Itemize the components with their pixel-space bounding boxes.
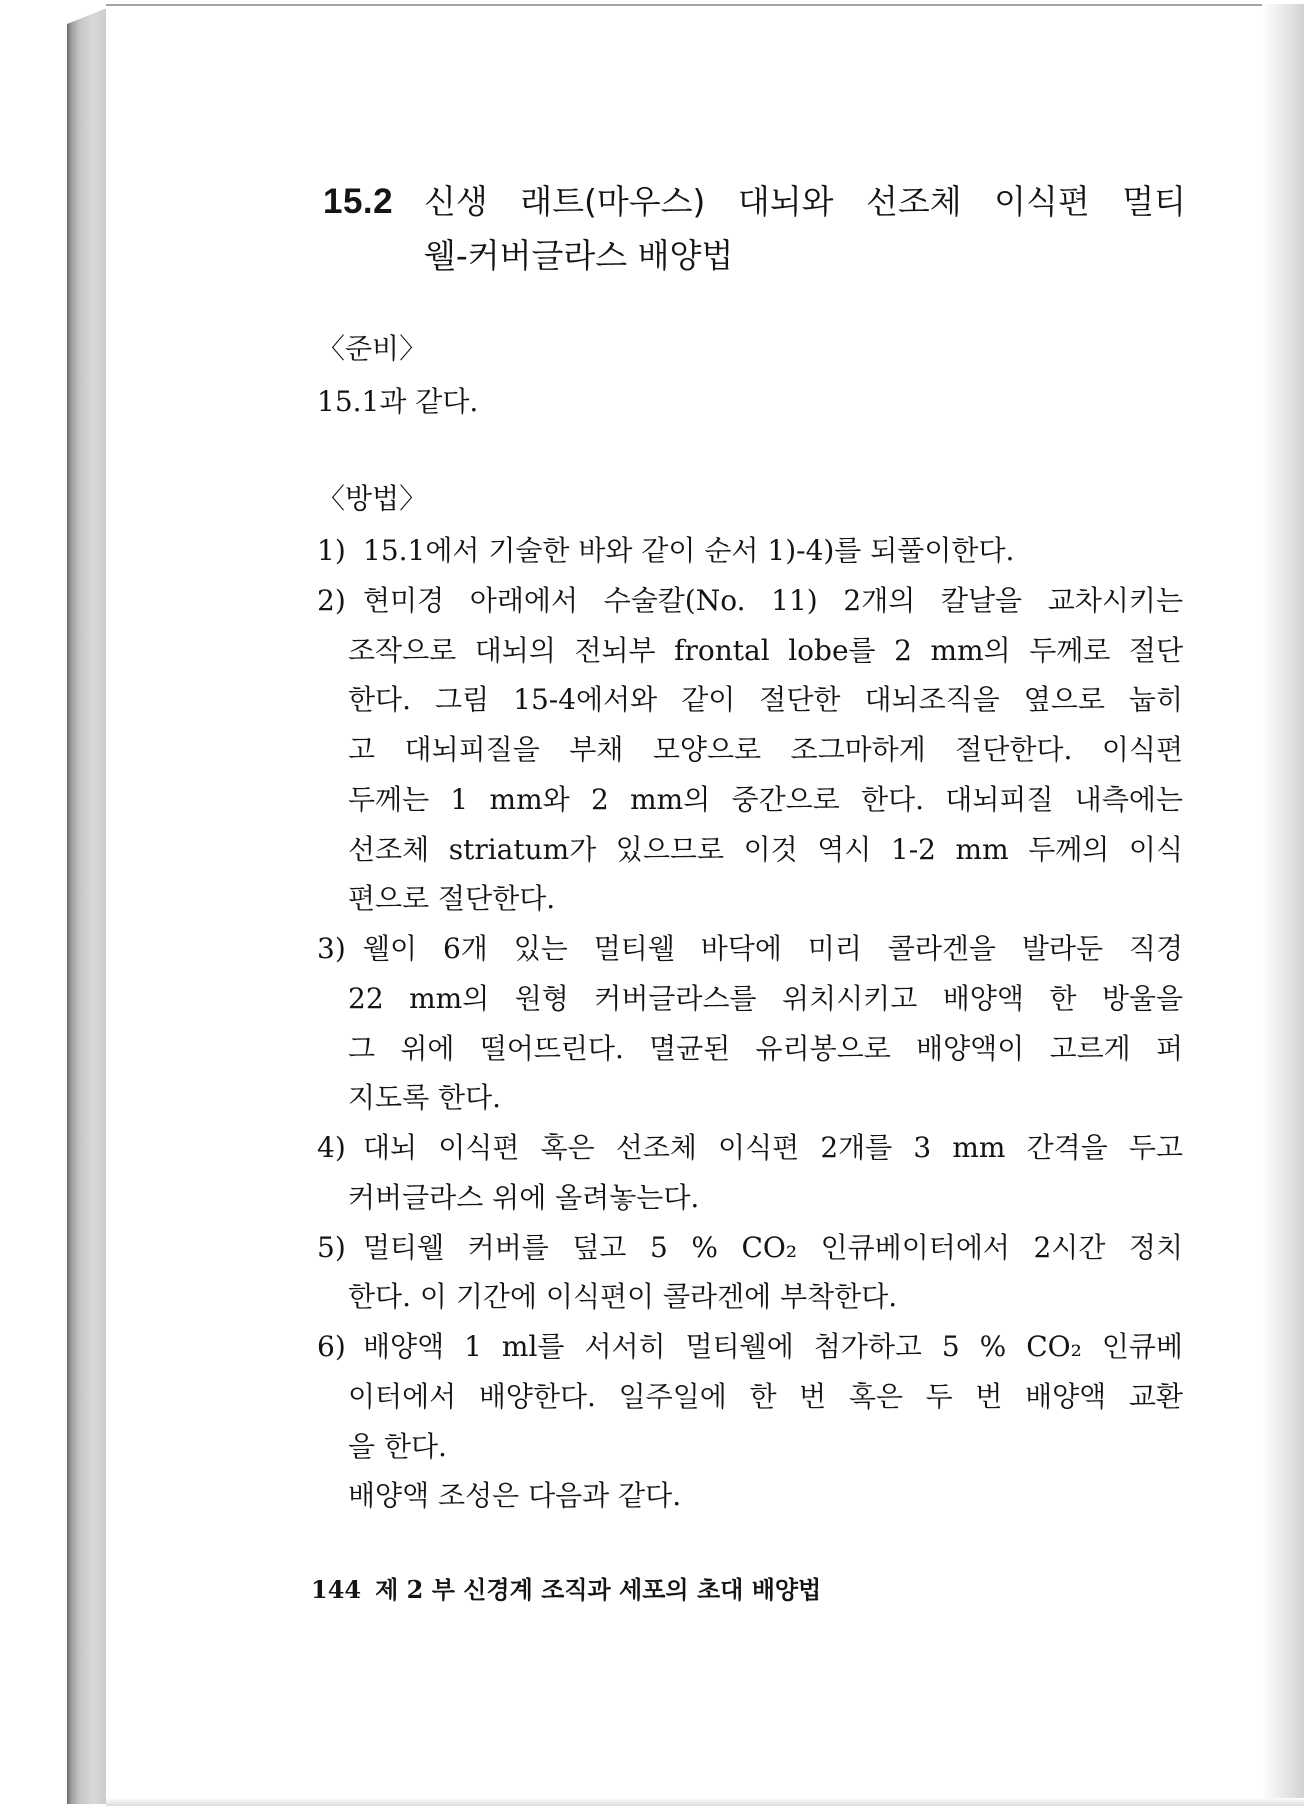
step-2-line bbox=[317, 675, 1183, 725]
step-2-line bbox=[317, 874, 1183, 924]
step-text-line: 조작으로 대뇌의 전뇌부 frontal lobe를 2 mm의 두께로 절단 bbox=[348, 633, 1183, 667]
step-3-line bbox=[317, 974, 1183, 1024]
preparation-section bbox=[317, 324, 478, 427]
step-text-line: 을 한다. bbox=[348, 1429, 447, 1463]
step-text-line: 배양액 1 ml를 서서히 멀티웰에 첨가하고 5 % CO₂ 인큐베 bbox=[363, 1330, 1183, 1363]
step-number: 5) bbox=[317, 1230, 346, 1264]
method-section-heading-wrap bbox=[317, 474, 427, 524]
step-4-line bbox=[317, 1173, 1183, 1223]
running-head: 제 2 부 신경계 조직과 세포의 초대 배양법 bbox=[375, 1575, 822, 1604]
page-bottom-shadow bbox=[106, 1798, 1304, 1806]
step-5-line bbox=[317, 1223, 1183, 1273]
step-text-line: 그 위에 떨어뜨린다. 멸균된 유리봉으로 배양액이 고르게 퍼 bbox=[348, 1031, 1183, 1065]
step-text-line: 멀티웰 커버를 덮고 5 % CO₂ 인큐베이터에서 2시간 정치 bbox=[363, 1230, 1183, 1264]
step-text-line: 선조체 striatum가 있으므로 이것 역시 1-2 mm 두께의 이식 bbox=[348, 832, 1183, 866]
step-number: 1) bbox=[317, 534, 346, 567]
step-2-line bbox=[317, 725, 1183, 775]
step-text-line: 15.1에서 기술한 바와 같이 순서 1)-4)를 되풀이한다. bbox=[363, 534, 1015, 567]
section-number: 15.2 bbox=[323, 182, 394, 221]
step-2-line bbox=[317, 626, 1183, 676]
step-text-line: 22 mm의 원형 커버글라스를 위치시키고 배양액 한 방울을 bbox=[348, 981, 1183, 1015]
step-1-line bbox=[317, 526, 1183, 576]
step-4-line bbox=[317, 1123, 1183, 1173]
step-3-line bbox=[317, 1024, 1183, 1074]
step-2-line bbox=[317, 576, 1183, 626]
step-text-line: 한다. 이 기간에 이식편이 콜라겐에 부착한다. bbox=[348, 1280, 898, 1314]
step-5-line bbox=[317, 1272, 1183, 1322]
section-title-line: 웰-커버글라스 배양법 bbox=[424, 236, 734, 275]
step-3-line bbox=[317, 1073, 1183, 1123]
step-number: 4) bbox=[317, 1131, 346, 1164]
step-text-line: 편으로 절단한다. bbox=[348, 882, 556, 916]
section-title-line: 신생 래트(마우스) 대뇌와 선조체 이식편 멀티 bbox=[424, 182, 1186, 221]
step-text-line: 지도록 한다. bbox=[348, 1081, 502, 1115]
book-spine-edge bbox=[67, 8, 107, 1804]
preparation-heading: 〈준비〉 bbox=[317, 332, 428, 365]
step-6-line bbox=[317, 1422, 1183, 1472]
method-steps bbox=[317, 526, 1183, 1521]
step-text-line: 배양액 조성은 다음과 같다. bbox=[348, 1479, 682, 1513]
step-number: 3) bbox=[317, 932, 346, 965]
step-number: 6) bbox=[317, 1330, 346, 1363]
step-number: 2) bbox=[317, 583, 346, 617]
step-text-line: 현미경 아래에서 수술칼(No. 11) 2개의 칼날을 교차시키는 bbox=[363, 583, 1183, 617]
step-text-line: 대뇌 이식편 혹은 선조체 이식편 2개를 3 mm 간격을 두고 bbox=[363, 1131, 1183, 1164]
step-text-line: 한다. 그림 15-4에서와 같이 절단한 대뇌조직을 옆으로 눕히 bbox=[348, 683, 1183, 717]
step-text-line: 고 대뇌피질을 부채 모양으로 조그마하게 절단한다. 이식편 bbox=[348, 733, 1183, 766]
step-2-line bbox=[317, 775, 1183, 825]
page-footer bbox=[311, 1568, 821, 1612]
step-text-line: 커버글라스 위에 올려놓는다. bbox=[348, 1180, 700, 1214]
step-2-line bbox=[317, 825, 1183, 875]
page-number: 144 bbox=[311, 1575, 362, 1604]
step-3-line bbox=[317, 924, 1183, 974]
page-right-shadow bbox=[1262, 4, 1304, 1806]
preparation-text: 15.1과 같다. bbox=[317, 385, 479, 418]
step-6-line bbox=[317, 1372, 1183, 1422]
method-heading: 〈방법〉 bbox=[317, 482, 428, 515]
step-6-line bbox=[317, 1471, 1183, 1521]
step-6-line bbox=[317, 1322, 1183, 1372]
section-title bbox=[424, 175, 1186, 283]
step-text-line: 웰이 6개 있는 멀티웰 바닥에 미리 콜라겐을 발라둔 직경 bbox=[363, 932, 1183, 965]
step-text-line: 두께는 1 mm와 2 mm의 중간으로 한다. 대뇌피질 내측에는 bbox=[348, 782, 1183, 816]
step-text-line: 이터에서 배양한다. 일주일에 한 번 혹은 두 번 배양액 교환 bbox=[348, 1379, 1183, 1413]
